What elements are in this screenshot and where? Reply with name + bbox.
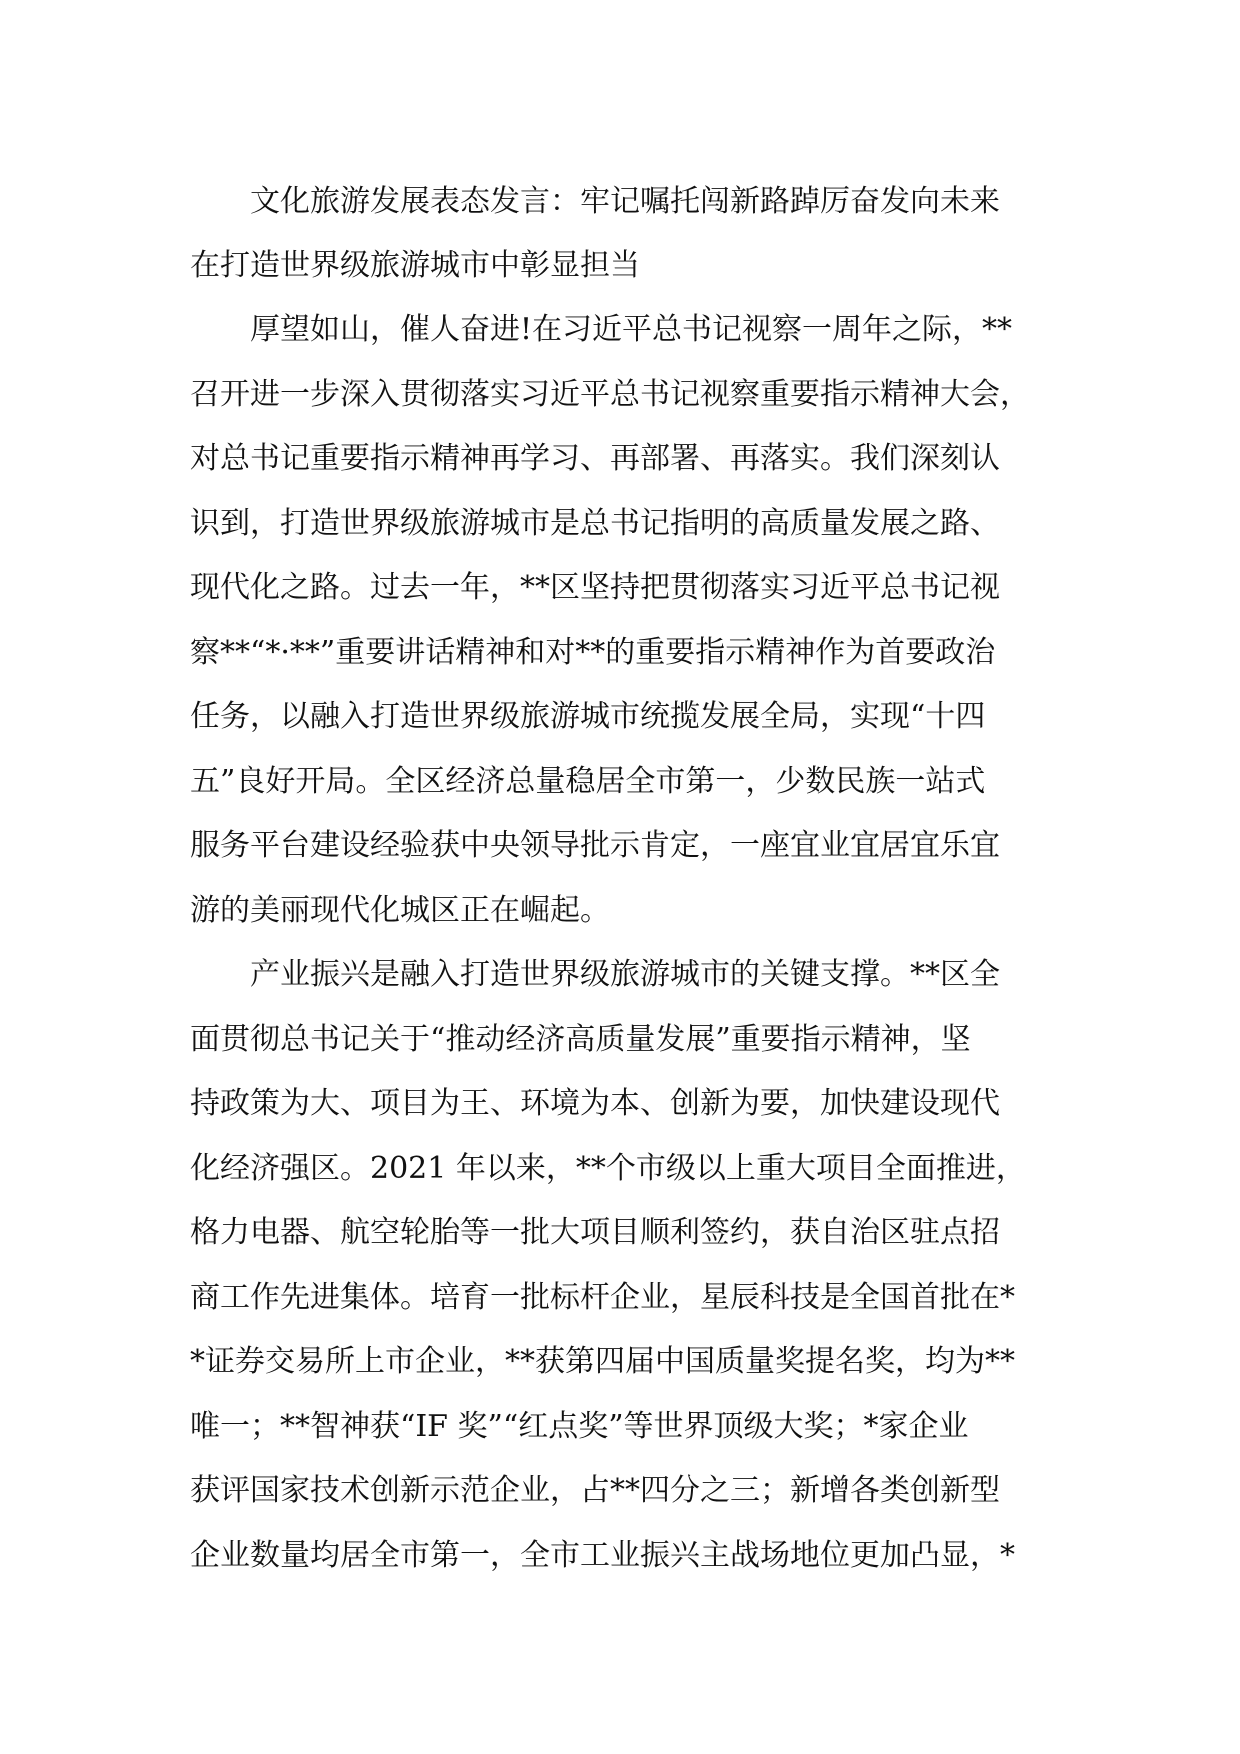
paragraph-2	[190, 943, 1060, 1588]
paragraph-line: 现代化之路。过去一年，**区坚持把贯彻落实习近平总书记视	[190, 570, 1000, 605]
paragraph-line: 化经济强区。2021 年以来，**个市级以上重大项目全面推进，	[190, 1150, 1026, 1186]
paragraph-line: 对总书记重要指示精神再学习、再部署、再落实。我们深刻认	[190, 441, 1000, 476]
document-title-line-2: 在打造世界级旅游城市中彰显担当	[190, 248, 640, 283]
paragraph-line: 持政策为大、项目为王、环境为本、创新为要，加快建设现代	[190, 1086, 1000, 1121]
paragraph-line: 服务平台建设经验获中央领导批示肯定，一座宜业宜居宜乐宜	[190, 828, 1000, 863]
paragraph-line: 游的美丽现代化城区正在崛起。	[190, 892, 610, 928]
paragraph-line: 格力电器、航空轮胎等一批大项目顺利签约，获自治区驻点招	[190, 1215, 1000, 1250]
paragraph-1	[190, 298, 1060, 943]
paragraph-line: 识到，打造世界级旅游城市是总书记指明的高质量发展之路、	[190, 505, 1000, 541]
document-title-line-1: 文化旅游发展表态发言：牢记嘱托闯新路踔厉奋发向未来	[250, 184, 1000, 219]
document-page	[190, 170, 1060, 1588]
paragraph-line: 唯一；**智神获“IF 奖”“红点奖”等世界顶级大奖；*家企业	[190, 1408, 969, 1444]
paragraph-line: 厚望如山，催人奋进!在习近平总书记视察一周年之际，**	[250, 312, 1013, 347]
paragraph-line: 召开进一步深入贯彻落实习近平总书记视察重要指示精神大会，	[190, 376, 1030, 412]
paragraph-line: 任务，以融入打造世界级旅游城市统揽发展全局，实现“十四	[190, 699, 986, 734]
paragraph-line: 察**“*·**”重要讲话精神和对**的重要指示精神作为首要政治	[190, 634, 996, 670]
paragraph-line: 商工作先进集体。培育一批标杆企业，星辰科技是全国首批在*	[190, 1279, 1015, 1315]
paragraph-line: *证券交易所上市企业，**获第四届中国质量奖提名奖，均为**	[190, 1344, 1015, 1379]
paragraph-line: 获评国家技术创新示范企业，占**四分之三；新增各类创新型	[190, 1473, 1000, 1508]
paragraph-line: 面贯彻总书记关于“推动经济高质量发展”重要指示精神，坚	[190, 1021, 971, 1057]
paragraph-line: 产业振兴是融入打造世界级旅游城市的关键支撑。**区全	[250, 957, 1000, 992]
paragraph-line: 五”良好开局。全区经济总量稳居全市第一，少数民族一站式	[190, 763, 986, 799]
paragraph-line: 企业数量均居全市第一，全市工业振兴主战场地位更加凸显，*	[190, 1537, 1015, 1573]
